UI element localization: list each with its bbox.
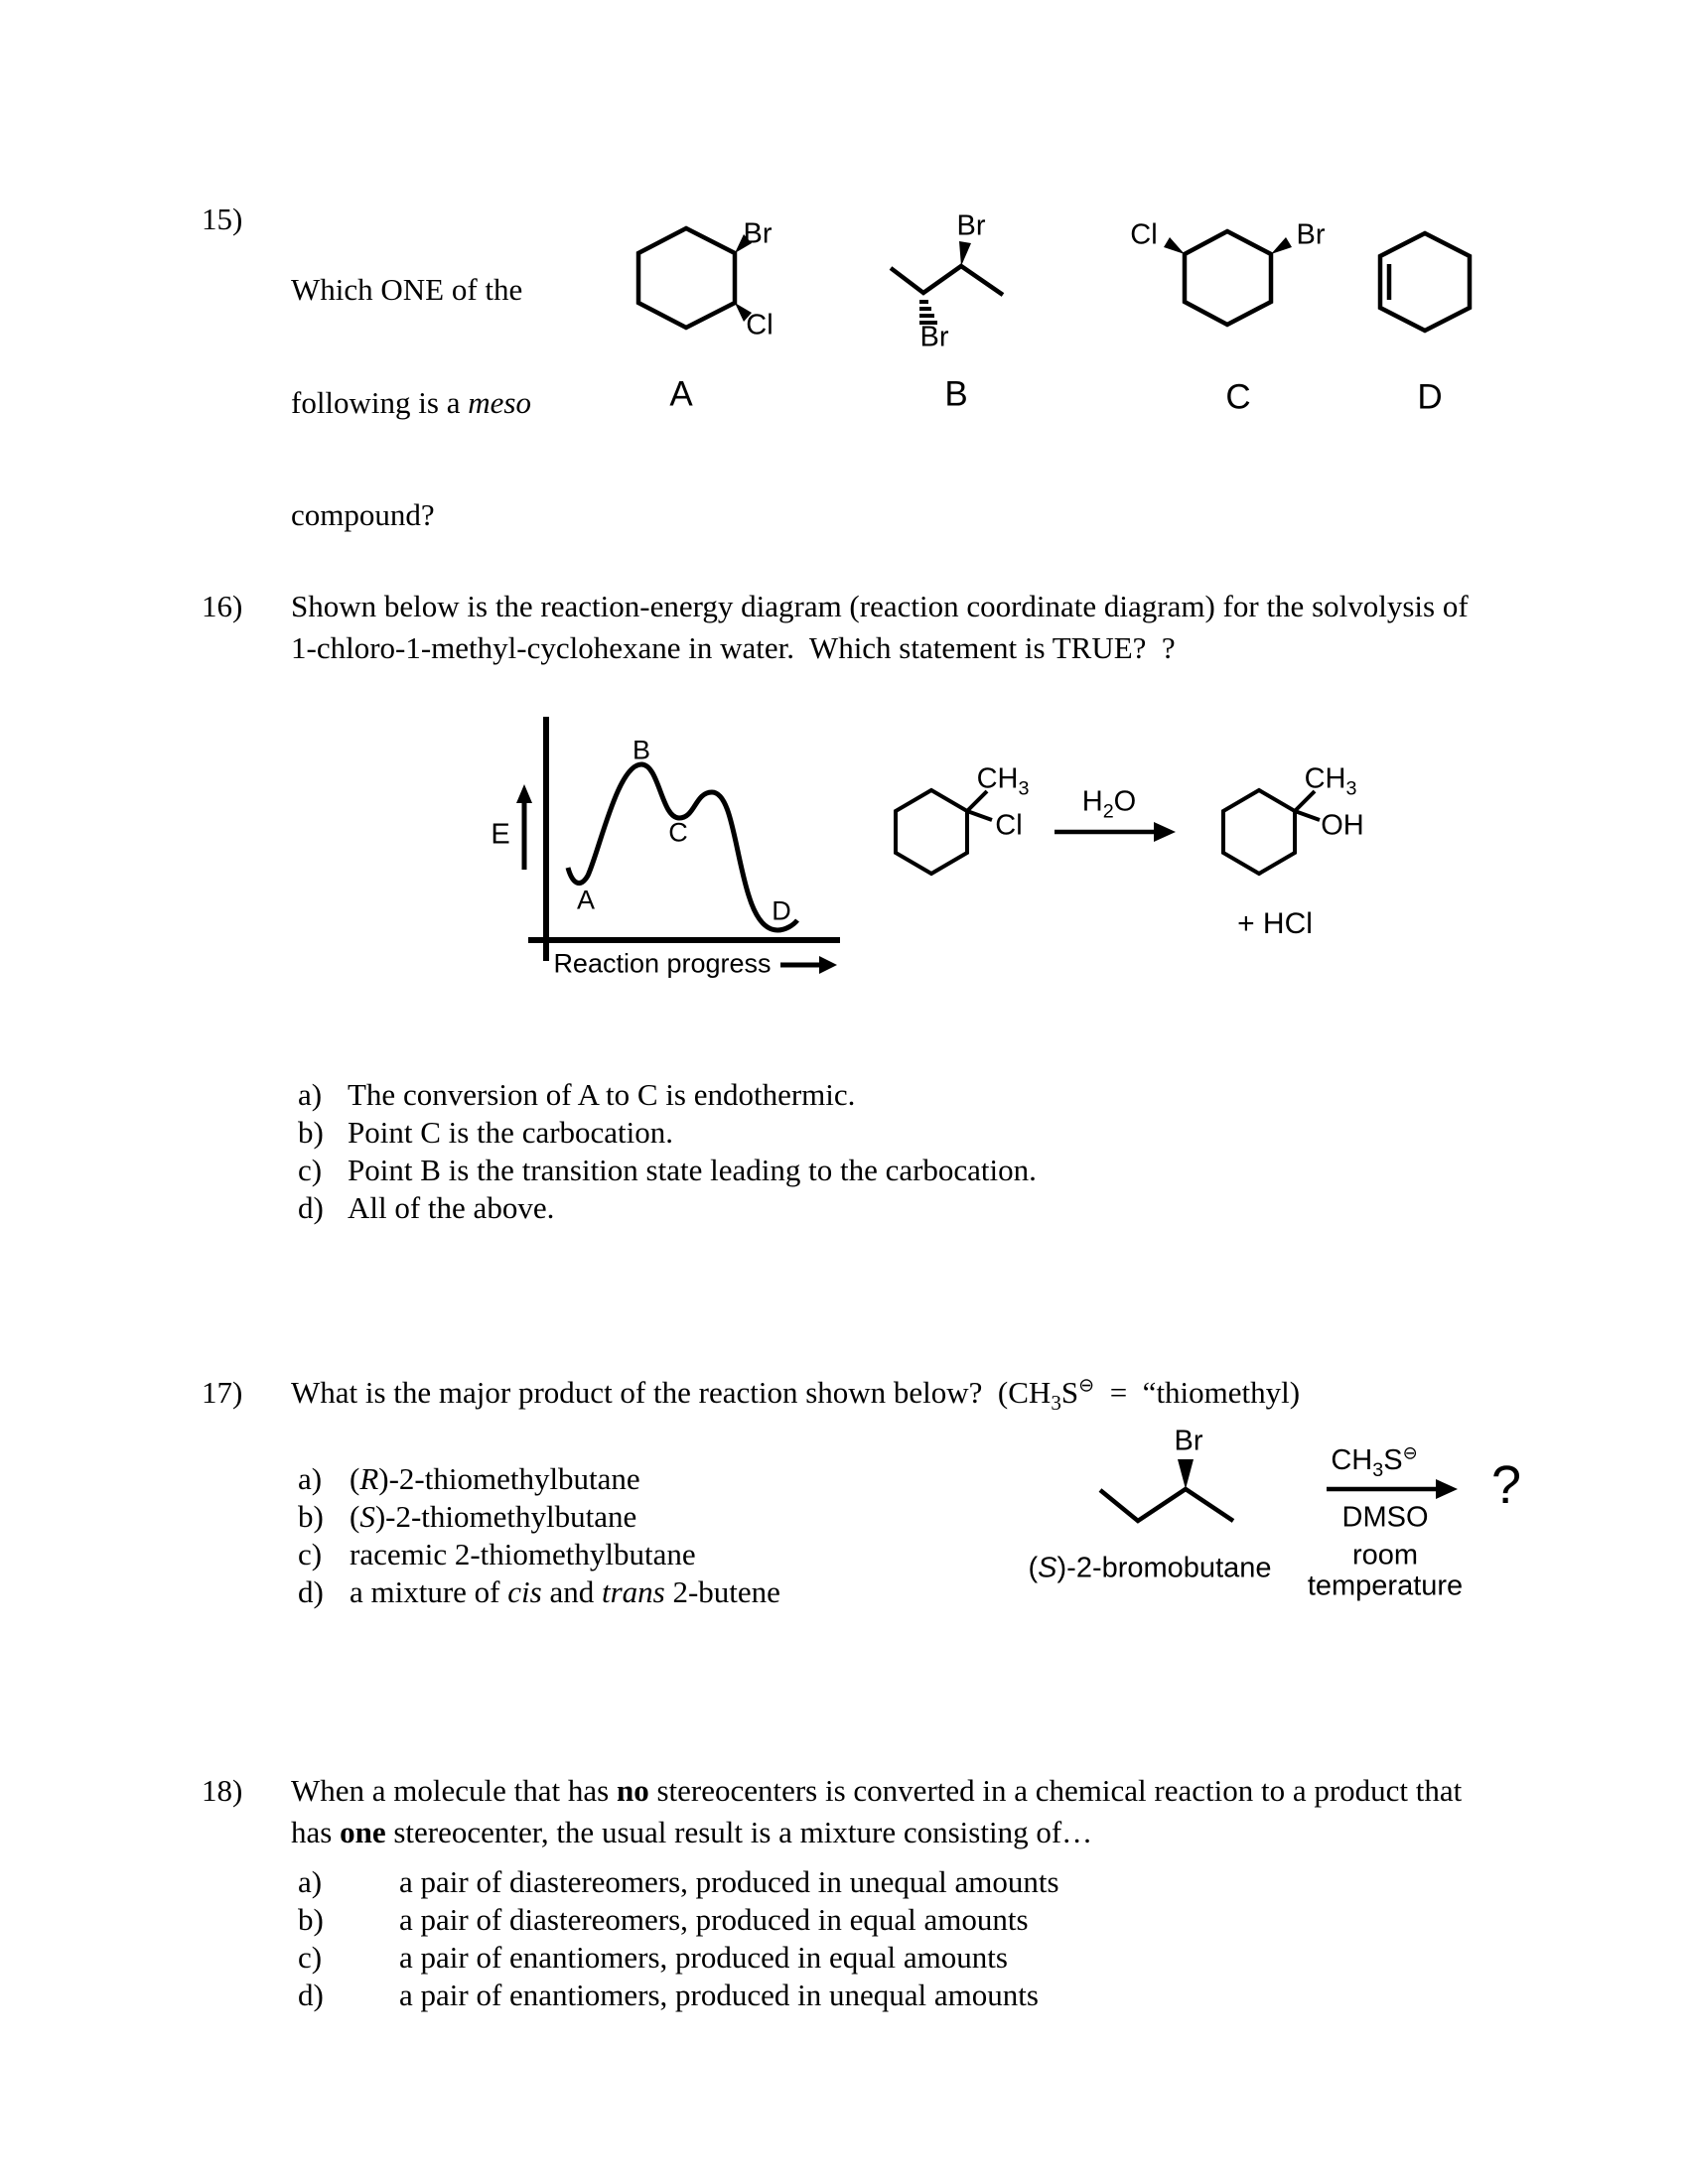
q15-a-cl-label: Cl <box>746 309 774 341</box>
q17-number: 17) <box>202 1375 243 1410</box>
q16-option-b-letter: b) <box>298 1115 324 1150</box>
q16-option-b-text: Point C is the carbocation. <box>348 1115 674 1150</box>
q18-option-a-letter: a) <box>298 1864 323 1899</box>
q16-option-d-letter: d) <box>298 1190 324 1225</box>
q17-question: What is the major product of the reaction shown below? ($CH_3S^⊖$ = “thiomethyl) <box>291 1375 1301 1416</box>
q16-diagram-point-a: A <box>576 885 596 915</box>
q16-reactant-cl-label: Cl <box>995 809 1023 842</box>
q15-question-line2: following is a meso <box>291 384 531 420</box>
q16-option-d-text: All of the above. <box>348 1190 555 1225</box>
q16-product-ch3-label: $CH_3$ <box>1304 762 1357 800</box>
q16-diagram-point-b: B <box>632 735 651 765</box>
q16-diagram-point-c: C <box>668 817 688 848</box>
q17-product-question-mark: ? <box>1490 1455 1522 1515</box>
q15-structure-c <box>1164 231 1292 325</box>
q18-option-a-text: a pair of diastereomers, produced in unequal amounts <box>399 1864 1059 1899</box>
q17-option-d-text: a mixture of cis and trans 2-butene <box>350 1574 780 1609</box>
q18-option-c-text: a pair of enantiomers, produced in equal amounts <box>399 1940 1008 1975</box>
q16-diagram-x-axis-label: Reaction progress <box>553 948 772 979</box>
q16-number: 16) <box>202 589 243 623</box>
q15-question-line3: compound? <box>291 496 435 532</box>
q18-option-b-letter: b) <box>298 1902 324 1937</box>
q17-option-b-letter: b) <box>298 1499 324 1534</box>
q17-condition1-label: room <box>1351 1539 1419 1571</box>
q16-option-a-text: The conversion of A to C is endothermic. <box>348 1077 856 1112</box>
q16-reactant-ch3-label: $CH_3$ <box>976 762 1030 800</box>
q17-condition2-label: temperature <box>1307 1570 1464 1602</box>
q16-diagram-point-d: D <box>772 895 791 926</box>
q16-arrow-reagent-label: $H_2O$ <box>1081 785 1137 823</box>
q17-reagent-label: $CH_3S^⊖$ <box>1331 1442 1418 1481</box>
q17-option-d-letter: d) <box>298 1574 324 1609</box>
q16-option-c-letter: c) <box>298 1153 323 1187</box>
q15-structure-a-letter: A <box>669 374 693 414</box>
q17-solvent-label: DMSO <box>1341 1501 1429 1534</box>
q15-structure-b-letter: B <box>944 374 968 414</box>
q15-b-br-top-label: Br <box>956 209 986 242</box>
q16-product-oh-label: OH <box>1321 809 1364 842</box>
q15-number: 15) <box>202 202 243 236</box>
q15-structure-c-letter: C <box>1225 377 1251 417</box>
q18-question-line1: When a molecule that has no stereocenters is converted in a chemical reaction to a product that <box>291 1773 1463 1808</box>
q18-option-d-text: a pair of enantiomers, produced in unequal amounts <box>399 1978 1039 2012</box>
q16-byproduct-label: + HCl <box>1237 907 1313 940</box>
q15-c-br-label: Br <box>1296 218 1326 251</box>
q18-number: 18) <box>202 1773 243 1808</box>
q15-c-cl-label: Cl <box>1130 218 1158 251</box>
q17-br-label: Br <box>1174 1425 1203 1457</box>
q17-option-a-letter: a) <box>298 1461 323 1496</box>
q15-structure-d-letter: D <box>1417 377 1443 417</box>
q15-question <box>291 199 531 607</box>
q15-b-br-bottom-label: Br <box>919 321 949 353</box>
q18-option-b-text: a pair of diastereomers, produced in equal amounts <box>399 1902 1029 1937</box>
q16-diagram-y-axis-label: E <box>491 818 510 851</box>
q15-a-br-label: Br <box>743 217 773 250</box>
q17-option-a-text: (R)-2-thiomethylbutane <box>350 1461 640 1496</box>
q15-question-line1: Which ONE of the <box>291 272 523 308</box>
q15-structure-a <box>638 228 752 328</box>
q17-option-c-letter: c) <box>298 1537 323 1571</box>
q16-option-a-letter: a) <box>298 1077 323 1112</box>
q18-option-d-letter: d) <box>298 1978 324 2012</box>
q18-question-line2: has one stereocenter, the usual result is a mixture consisting of… <box>291 1815 1093 1849</box>
q18-option-c-letter: c) <box>298 1940 323 1975</box>
q17-option-b-text: (S)-2-thiomethylbutane <box>350 1499 637 1534</box>
q15-structure-d <box>1380 233 1470 331</box>
q16-question-line2: 1-chloro-1-methyl-cyclohexane in water. Which statement is TRUE? ? <box>291 630 1176 665</box>
q16-question-line1: Shown below is the reaction-energy diagram (reaction coordinate diagram) for the solvolysis of <box>291 589 1469 623</box>
q15-structure-b <box>891 241 1003 323</box>
q17-option-c-text: racemic 2-thiomethylbutane <box>350 1537 696 1571</box>
q16-option-c-text: Point B is the transition state leading to the carbocation. <box>348 1153 1037 1187</box>
q17-substrate-name: (S)-2-bromobutane <box>1028 1552 1272 1584</box>
